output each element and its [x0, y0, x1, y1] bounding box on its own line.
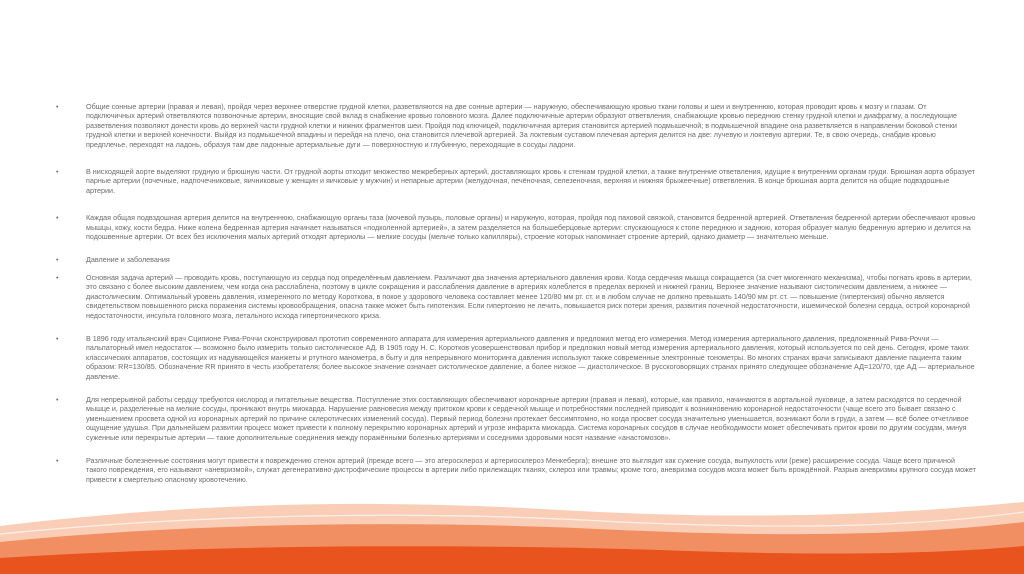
bullet: •: [56, 102, 59, 111]
decorative-wave-footer: [0, 464, 1024, 574]
bullet: •: [56, 272, 59, 282]
paragraph-text: Общие сонные артерии (правая и левая), пройдя через верхнее отверстие грудной клетки, разветвляются на две сонные артерии — наружную, обеспечивающую кровью ткани головы и шеи и внутреннюю, которая проводит кровь к мозгу и глазам. От подключичных артерий ответвляются позвоночные артерии, вносящие свой вклад в снабжение кровью головного мозга. Далее подключичные артерии образуют ответвления, снабжающие кровью переднюю стенку грудной клетки и диафрагму, а последующие разветвления позволяют донести кровь до верхней части грудной клетки и нижних фрагментов шеи. Пройдя под ключицей, подключичная артерия становится артерией подмышечной; в подмышечной впадине она разветвляется в направлении боковой стенки грудной клетки и верхней конечности. Выйдя из подмышечной впадины и перейдя на плечо, она становится плечевой артерией. За локтевым суставом плечевая артерия делится на две: лучевую и локтевую артерии. Те, в свою очередь, снабдив кровью предплечье, переходят на ладонь, образуя там две ладонные артериальные дуги — поверхностную и глубинную, переходящие в сосуды ладони.: [86, 102, 958, 149]
bullet: •: [56, 394, 59, 404]
paragraph-iliac-arteries: [56, 213, 976, 241]
heading-text: Давление и заболевания: [86, 255, 170, 265]
bullet: •: [56, 333, 59, 343]
paragraph-carotid-arteries: [56, 102, 976, 149]
paragraph-text: Различные болезненные состояния могут привести к повреждению стенок артерий (прежде всего — это атеросклероз и артериосклероз Менкеберга); внешне это выглядит как сужение сосуда, выпуклость или (реже) расширение сосуда. Чаще всего причиной такого повреждения, его называют «аневризмой», служат дегенеративно-дистрофические процессы в артерии либо прилежащих тканях, склероз или травмы; кроме того, аневризма сосудов мозга может быть врождённой. Разрыв аневризмы крупного сосуда может привести к смертельно опасному кровотечению.: [86, 455, 976, 484]
bullet: •: [56, 455, 59, 465]
bullet: •: [56, 213, 59, 223]
bullet: •: [56, 255, 59, 265]
paragraph-text: В 1896 году итальянский врач Сципионе Рива-Роччи сконструировал прототип современного аппарата для измерения артериального давления и предложил метод его измерения. Метод измерения артериального давления, предложенный Рива-Роччи — пальпаторный имел недостаток — возможно было измерить только систолическое АД. В 1905 году Н. С. Коротков усовершенствовал прибор и предложил новый метод измерения артериального давления, который используется по сей день. Сегодня, кроме таких классических аппаратов, состоящих из надувающейся манжеты и ртутного манометра, в быту и для непрерывного мониторинга давления используют также современные электронные тонометры. Во многих странах врачи записывают давление пациента таким образом: RR=130/85. Обозначение RR принято в честь изобретателя; более высокое значение означает систолическое давление, а более низкое — диастолическое. В русскоговорящих странах принято следующее обозначение АД=120/70, где АД — артериальное давление.: [86, 333, 975, 381]
paragraph-text: Для непрерывной работы сердцу требуются кислород и питательные вещества. Поступление этих составляющих обеспечивают коронарные артерии (правая и левая), которые, как правило, начинаются в аортальной луковице, а затем расходятся по сердечной мышце и, разделенные на мелкие сосуды, проникают внутрь миокарда. Нарушение равновесия между притоком крови к сердечной мышце и потребностями последней приводит к возникновению коронарной недостаточности (чаще всего это бывает связано с уменьшением просвета одной из коронарных артерий по причине склеротических изменений сосуда). Первый период болезни протекает бессимптомно, но когда просвет сосуда значительно уменьшается, возникают боли в груди, а затем — всё более отчетливое ощущение удушья. При дальнейшем развитии процесс может привести к полному перекрытию коронарных артерий и угрозе инфаркта миокарда. Система коронарных сосудов в случае необходимости может обеспечивать приток крови по другим сосудам, минуя суженные или перекрытые артерии — такие дополнительные соединения между поражёнными болезнью артериями и соседними здоровыми носят название «анастомозов».: [86, 394, 969, 442]
paragraph-text: В нисходящей аорте выделяют грудную и брюшную части. От грудной аорты отходит множество межреберных артерий, доставляющих кровь к стенкам грудной клетки, а также внутренние ответвления, идущие к внутренним органам груди. Брюшная аорта образует парные артерии (почечные, надпочечниковые, яичниковые у женщин и яичковые у мужчин) и непарные артерии (желудочная, печёночная, селезеночная, верхняя и нижняя брыжеечные) ответвления. В конце брюшная аорта делится на общие подвздошные артерии.: [86, 167, 976, 195]
paragraph-blood-pressure: [56, 273, 976, 320]
paragraph-coronary-arteries: [56, 395, 976, 442]
paragraph-text: Основная задача артерий — проводить кровь, поступающую из сердца под определённым давлением. Различают два значения артериального давления крови. Когда сердечная мышца сокращается (за счет миогенного механизма), чтобы погнать кровь в артерии, это связано с более высоким давлением, чем когда она расслаблена, поэтому в цикле сокращения и расслабления давление в артериях колеблется в пределах верхней и нижней границ. Верхнее значение называют систолическим давлением, а нижнее — диастолическим. Оптимальный уровень давления, измеренного по методу Короткова, в покое у здорового человека составляет менее 120/80 мм рт. ст. и в любом случае не должно превышать 140/90 мм рт. ст. — повышение (гипертензия) обычно является свидетельством повышенного риска поражения системы кровообращения, опасна также может быть гипотензия. Если гипертонию не лечить, повышается риск потери зрения, развития почечной недостаточности, ишемической болезни сердца, острой коронарной недостаточности, инсульта головного мозга, летального исхода гипертонического криза.: [86, 272, 972, 320]
paragraph-riva-rocci: [56, 334, 976, 381]
paragraph-text: Каждая общая подвздошная артерия делится на внутреннюю, снабжающую органы таза (мочевой пузырь, половые органы) и наружную, которая, пройдя под паховой связкой, становится бедренной артерией. Ответвления бедренной артерии обеспечивают кровью мышцы, кожу, кости бедра. Ниже колена бедренная артерия начинает называться «подколенной артерией», а затем разделяется на большеберцовые артерии: спускающуюся к стопе переднюю и заднюю, которая образует малую бедренную артерию и делится на подошвенные артерии. От всех без исключения малых артерий отходят артериолы — мелкие сосуды (мельче только капилляры), строение которых напоминает строение артерий, однако диаметр — значительно меньше.: [86, 213, 976, 242]
slide-body: [56, 102, 976, 484]
bullet: •: [56, 167, 59, 177]
section-heading-pressure: [56, 255, 976, 264]
paragraph-descending-aorta: [56, 167, 976, 195]
